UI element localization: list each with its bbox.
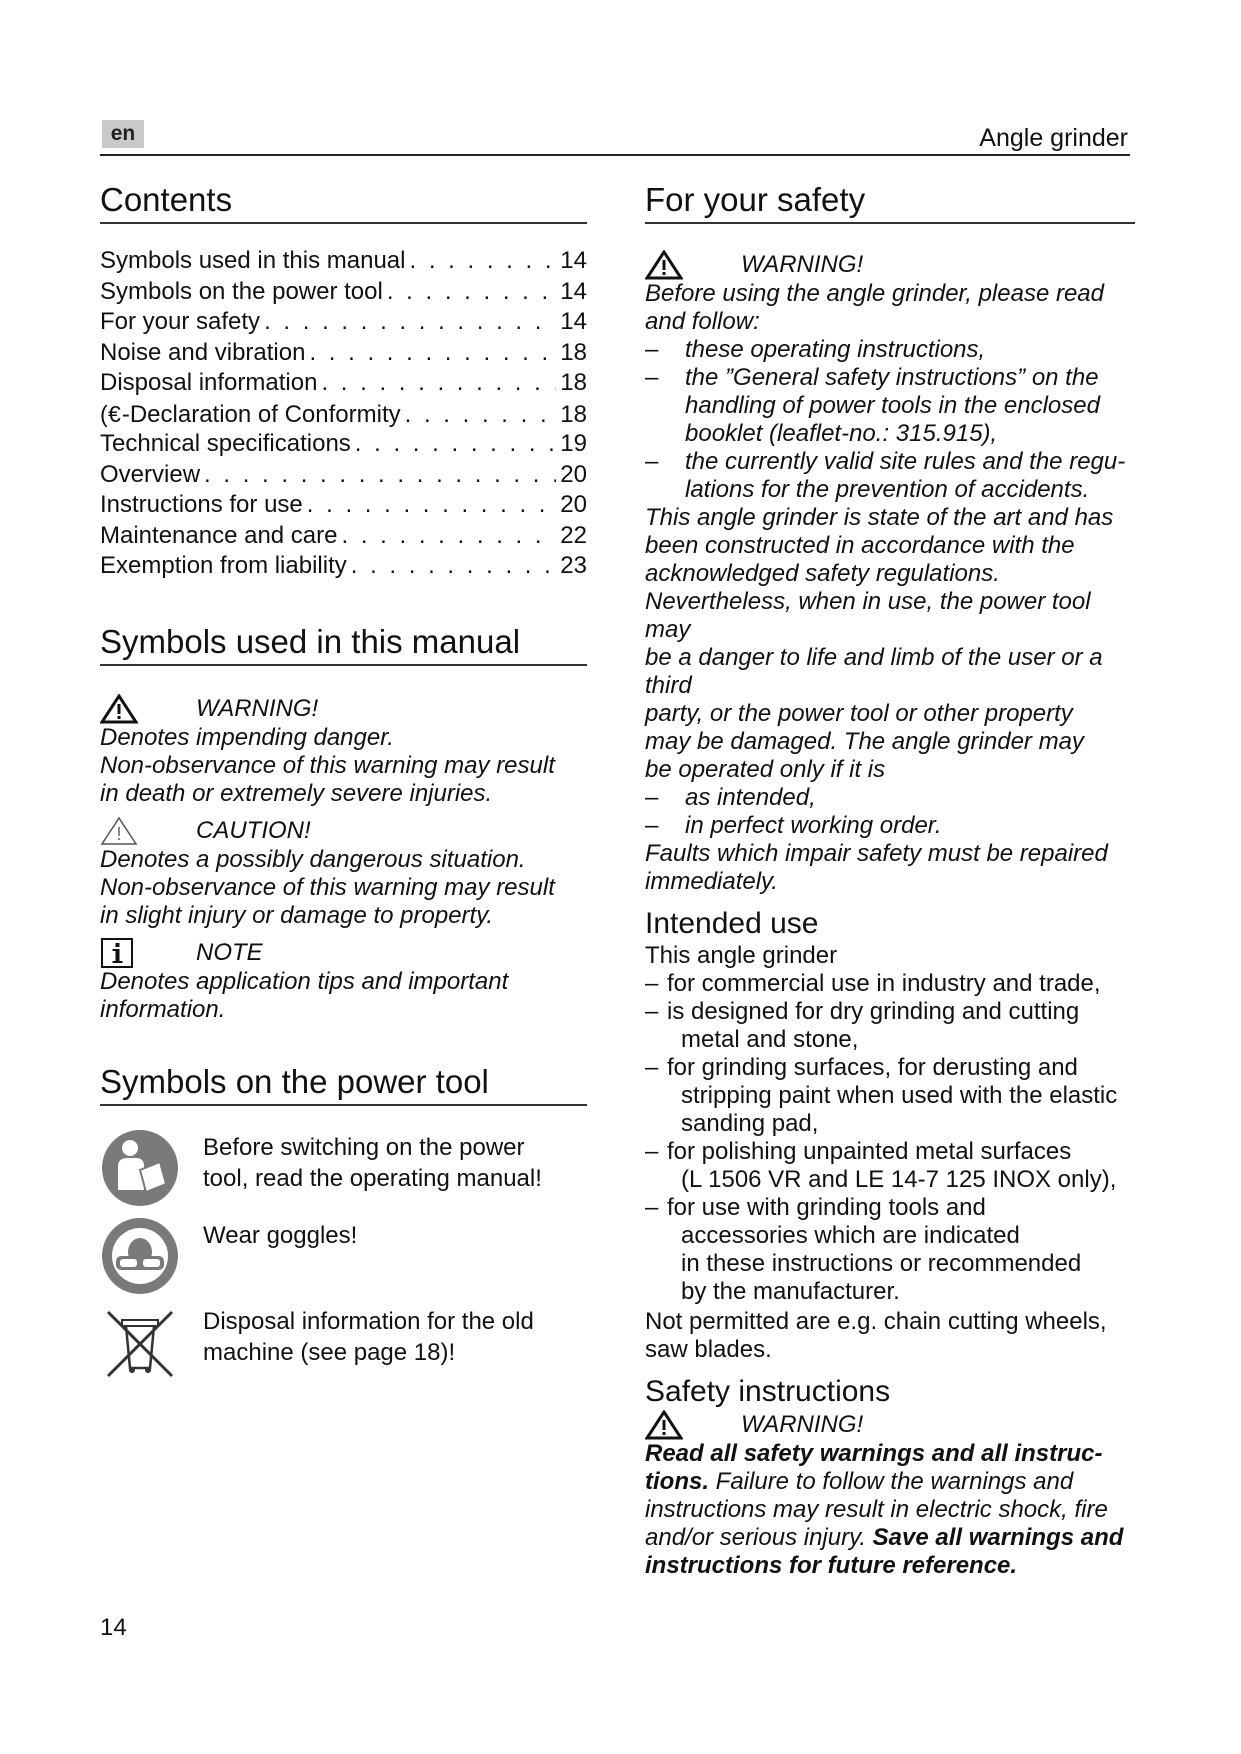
contents-heading: Contents — [100, 180, 587, 224]
warning-triangle-icon — [100, 694, 138, 724]
warning-label: WARNING! — [196, 694, 319, 722]
toc-entry[interactable]: Maintenance and care . . . 22 — [100, 521, 587, 552]
toc-entry[interactable]: For your safety . . . 14 — [100, 307, 587, 338]
list-item: – for use with grinding tools and accessories which are indicated in these instructions or recommended by the manufacturer. — [645, 1194, 1082, 1305]
info-icon — [100, 938, 138, 968]
toc-entry[interactable]: ( € -Declaration of Conformity . . . 18 — [100, 399, 587, 430]
ce-mark-icon: ( € — [100, 400, 118, 427]
safety-warning-header — [645, 250, 1135, 280]
caution-triangle-icon — [100, 816, 138, 846]
warning-symbol-block — [100, 694, 587, 808]
right-column — [645, 180, 1135, 1580]
crossed-bin-icon — [100, 1302, 180, 1382]
list-item: – as intended, — [645, 784, 816, 811]
toc-entry[interactable]: Exemption from liability . . . 23 — [100, 551, 587, 582]
page-number: 14 — [100, 1614, 127, 1641]
note-description: Denotes application tips and important information. — [100, 967, 509, 1023]
disposal-symbol — [100, 1302, 587, 1382]
warning-label: WARNING! — [741, 251, 864, 278]
goggles-icon — [100, 1216, 180, 1296]
page-header — [100, 112, 1130, 156]
toc-entry[interactable]: Instructions for use . . . 20 — [100, 490, 587, 521]
toc-entry[interactable]: Noise and vibration . . . 18 — [100, 338, 587, 369]
warning-description: Denotes impending danger. Non-observance of this warning may result in death or extremely severe injuries. — [100, 723, 555, 807]
symbols-manual-heading: Symbols used in this manual — [100, 622, 587, 666]
read-manual-icon — [100, 1128, 180, 1208]
list-item: – is designed for dry grinding and cutting metal and stone, — [645, 998, 1080, 1053]
note-symbol-block — [100, 938, 587, 1024]
read-manual-symbol — [100, 1128, 587, 1208]
list-item: – for commercial use in industry and trade, — [645, 970, 1101, 997]
list-item: – for polishing unpainted metal surfaces (L 1506 VR and LE 14-7 125 INOX only), — [645, 1138, 1117, 1193]
safety-instructions-text: Read all safety warnings and all instruc- tions. Failure to follow the warnings and instructions may result in electric shock, fire and/or serious injury. Save all warnings and instructions for future reference. — [645, 1440, 1124, 1579]
toc-entry[interactable]: Disposal information . . . 18 — [100, 368, 587, 399]
toc-entry[interactable]: Overview . . . 20 — [100, 460, 587, 491]
safety-instructions-warning-header — [645, 1410, 1135, 1440]
safety-heading: For your safety — [645, 180, 1135, 224]
caution-symbol-block — [100, 816, 587, 930]
goggles-text: Wear goggles! — [203, 1221, 358, 1249]
caution-description: Denotes a possibly dangerous situation. Non-observance of this warning may result in slight injury or damage to property. — [100, 845, 555, 929]
read-manual-text: Before switching on the power tool, read the operating manual! — [203, 1133, 542, 1192]
toc-entry[interactable]: Technical specifications . . . 19 — [100, 429, 587, 460]
list-item: – the ”General safety instructions” on the handling of power tools in the enclosed booklet (leaflet-no.: 315.915), — [645, 364, 1100, 447]
note-label: NOTE — [196, 938, 263, 966]
list-item: – in perfect working order. — [645, 812, 942, 839]
table-of-contents — [100, 246, 587, 582]
intended-use-heading: Intended use — [645, 907, 819, 940]
intended-use-text: This angle grinder – for commercial use in industry and trade, – is designed for dry grinding and cutting metal and stone, – for grinding surfaces, for derusting and stripping paint when used with the elastic sanding pad, – for polishing unpainted metal surfaces (L 1506 VR and LE 14-7 125 INOX only), – for use with grinding tools and accessories which are indicated in these instructions or recommended by the manufacturer. Not permitted are e.g. chain cutting wheels, saw blades. — [645, 942, 1135, 1364]
toc-entry[interactable]: Symbols used in this manual . . . 14 — [100, 246, 587, 277]
goggles-symbol — [100, 1216, 587, 1296]
warning-triangle-icon — [645, 1410, 683, 1440]
caution-label: CAUTION! — [196, 816, 311, 844]
symbols-tool-heading: Symbols on the power tool — [100, 1062, 587, 1106]
list-item: – the currently valid site rules and the regu- lations for the prevention of accidents. — [645, 448, 1126, 503]
safety-text: Before using the angle grinder, please read and follow: – these operating instructions, – the ”General safety instructions” on the handling of power tools in the enclosed booklet (leaflet-no.: 315.915), – the currently valid site rules and the regu- lations for the prevention of accidents. This angle grinder is state of the art and has been constructed in accordance with the acknowledged safety regulations. Nevertheless, when in use, the power tool may be a danger to life and limb of the user or a third party, or the power tool or other property may be damaged. The angle grinder may be operated only if it is – as intended, – in perfect working order. Faults which impair safety must be repaired immediately. — [645, 280, 1135, 896]
toc-entry[interactable]: Symbols on the power tool . . . 14 — [100, 277, 587, 308]
document-title: Angle grinder — [979, 124, 1128, 152]
warning-triangle-icon — [645, 250, 683, 280]
language-badge: en — [102, 120, 144, 148]
disposal-text: Disposal information for the old machine (see page 18)! — [203, 1307, 534, 1366]
list-item: – these operating instructions, — [645, 336, 986, 363]
safety-instructions-heading: Safety instructions — [645, 1375, 891, 1408]
list-item: – for grinding surfaces, for derusting and stripping paint when used with the elastic sanding pad, — [645, 1054, 1118, 1137]
warning-label: WARNING! — [741, 1411, 864, 1438]
left-column — [100, 180, 587, 1382]
